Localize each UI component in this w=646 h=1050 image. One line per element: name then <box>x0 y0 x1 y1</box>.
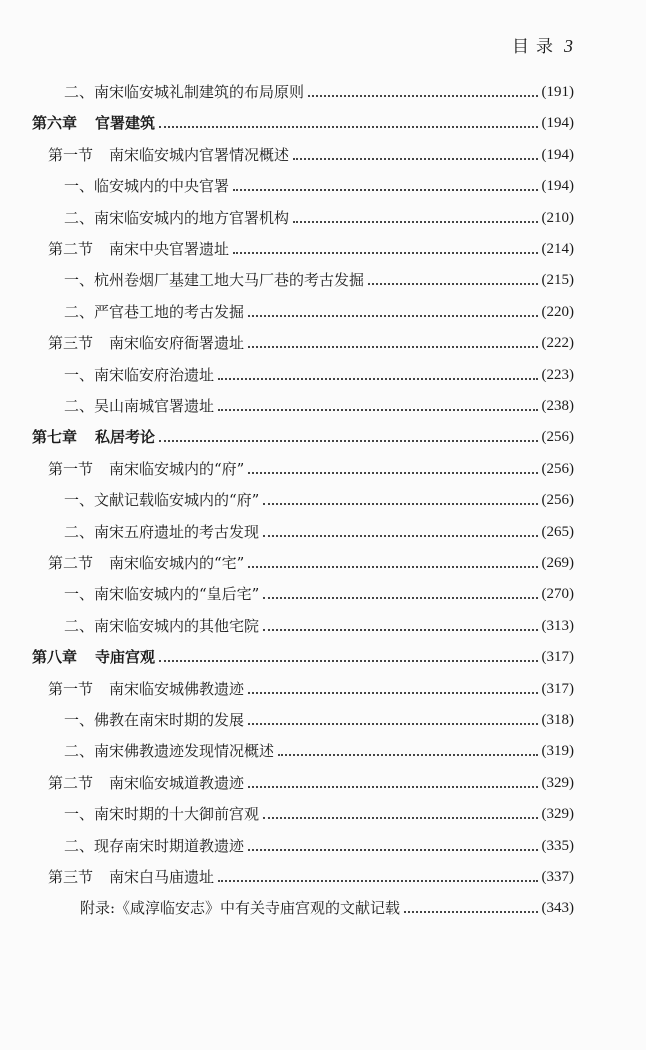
toc-entry-page: (337) <box>541 869 574 885</box>
toc-entry-title <box>64 176 229 196</box>
toc-entry-section <box>48 455 574 479</box>
toc-entry-text: 寺庙宫观 <box>95 648 156 666</box>
dot-leader <box>218 409 537 411</box>
dot-leader <box>233 189 537 191</box>
dot-leader <box>293 221 537 223</box>
toc-entry-number: 第一节 <box>48 460 94 478</box>
toc-entry-page: (318) <box>541 712 574 728</box>
toc-entry-page: (319) <box>541 743 574 759</box>
toc-entry-title <box>48 867 214 887</box>
toc-entry-number: 第二节 <box>48 554 94 572</box>
toc-entry-text: 一、南宋时期的十大御前宫观 <box>64 805 260 823</box>
dot-leader <box>218 378 537 380</box>
dot-leader <box>308 95 537 97</box>
toc-entry-text: 南宋临安城佛教遗迹 <box>109 680 245 698</box>
toc-entry-text: 一、佛教在南宋时期的发展 <box>64 711 245 729</box>
toc-entry-section <box>48 235 574 259</box>
toc-entry-page: (343) <box>541 900 574 916</box>
toc-entry-page: (194) <box>541 147 574 163</box>
toc-entry-title <box>48 773 244 793</box>
toc-entry-page: (329) <box>541 806 574 822</box>
toc-entry-title <box>64 365 214 385</box>
toc-entry-item <box>64 737 574 761</box>
toc-entry-page: (269) <box>541 555 574 571</box>
toc-entry-item <box>64 392 574 416</box>
toc-entry-title <box>64 804 259 824</box>
toc-entry-title <box>32 647 155 667</box>
dot-leader <box>368 283 537 285</box>
toc-entry-item <box>64 266 574 290</box>
toc-entry-page: (194) <box>541 178 574 194</box>
dot-leader <box>248 346 537 348</box>
header-label-mu: 目 <box>512 37 530 57</box>
toc-entry-section <box>48 549 574 573</box>
toc-entry-text: 附录:《咸淳临安志》中有关寺庙宫观的文献记载 <box>80 899 401 917</box>
dot-leader <box>218 880 537 882</box>
toc-entry-title <box>48 679 244 699</box>
dot-leader <box>248 566 537 568</box>
toc-entry-number: 第七章 <box>32 428 78 446</box>
toc-entry-title <box>48 145 289 165</box>
toc-entry-page: (215) <box>541 272 574 288</box>
dot-leader <box>233 252 537 254</box>
toc-entry-title <box>64 522 259 542</box>
dot-leader <box>278 754 537 756</box>
toc-entry-number: 第三节 <box>48 868 94 886</box>
toc-entry-title <box>32 113 155 133</box>
toc-entry-text: 二、南宋五府遗址的考古发现 <box>64 523 260 541</box>
toc-entry-chapter <box>32 643 574 667</box>
dot-leader <box>248 472 537 474</box>
toc-entry-item <box>64 78 574 102</box>
toc-entry-text: 二、南宋临安城内的地方官署机构 <box>64 209 290 227</box>
dot-leader <box>248 849 537 851</box>
toc-entry-title <box>48 553 244 573</box>
toc-entry-title <box>64 270 364 290</box>
toc-entry-chapter <box>32 423 574 447</box>
toc-entry-page: (317) <box>541 681 574 697</box>
toc-entry-page: (265) <box>541 524 574 540</box>
toc-entry-title <box>64 710 244 730</box>
toc-entry-title <box>64 836 244 856</box>
toc-entry-item <box>64 204 574 228</box>
dot-leader <box>248 786 537 788</box>
dot-leader <box>159 440 537 442</box>
toc-entry-title <box>48 333 244 353</box>
toc-entry-title <box>64 741 274 761</box>
toc-entry-item <box>64 361 574 385</box>
toc-entry-page: (317) <box>541 649 574 665</box>
toc-entry-title <box>64 82 304 102</box>
toc-entry-page: (210) <box>541 210 574 226</box>
dot-leader <box>293 158 537 160</box>
toc-entry-item <box>64 706 574 730</box>
toc-entry-text: 二、南宋临安城礼制建筑的布局原则 <box>64 83 305 101</box>
dot-leader <box>159 660 537 662</box>
toc-entry-text: 南宋临安城内的“宅” <box>109 554 245 572</box>
toc-entry-title <box>80 898 400 918</box>
dot-leader <box>248 692 537 694</box>
toc-entry-title <box>32 427 155 447</box>
toc-entry-page: (335) <box>541 838 574 854</box>
toc-entry-item <box>64 612 574 636</box>
dot-leader <box>248 315 537 317</box>
toc-entry-page: (238) <box>541 398 574 414</box>
toc-entry-number: 第三节 <box>48 334 94 352</box>
toc-entry-page: (329) <box>541 775 574 791</box>
toc-entry-number: 第六章 <box>32 114 78 132</box>
toc-entry-item <box>64 518 574 542</box>
toc-entry-text: 一、临安城内的中央官署 <box>64 177 230 195</box>
toc-entry-section <box>48 329 574 353</box>
dot-leader <box>404 911 537 913</box>
toc-entry-text: 南宋临安城内官署情况概述 <box>109 146 290 164</box>
dot-leader <box>159 126 537 128</box>
toc-entry-title <box>64 490 259 510</box>
toc-entry-text: 南宋临安城道教遗迹 <box>109 774 245 792</box>
toc-entry-number: 第一节 <box>48 680 94 698</box>
toc-entry-title <box>48 239 229 259</box>
toc-entry-number: 第二节 <box>48 240 94 258</box>
toc-entry-text: 南宋临安城内的“府” <box>109 460 245 478</box>
dot-leader <box>248 723 537 725</box>
toc-entry-text: 二、南宋临安城内的其他宅院 <box>64 617 260 635</box>
toc-entry-text: 一、杭州卷烟厂基建工地大马厂巷的考古发掘 <box>64 271 365 289</box>
toc-entry-title <box>48 459 244 479</box>
toc-entry-section <box>48 863 574 887</box>
toc-entry-text: 一、南宋临安城内的“皇后宅” <box>64 585 260 603</box>
toc-entry-page: (222) <box>541 335 574 351</box>
toc-entry-page: (256) <box>541 492 574 508</box>
dot-leader <box>263 503 537 505</box>
dot-leader <box>263 535 537 537</box>
toc-entry-appendix <box>80 894 574 918</box>
toc-entry-item <box>64 298 574 322</box>
header-label-lu: 录 <box>536 37 554 57</box>
dot-leader <box>263 597 537 599</box>
toc-entry-page: (270) <box>541 586 574 602</box>
toc-entry-item <box>64 172 574 196</box>
toc-entry-item <box>64 486 574 510</box>
toc-entry-text: 南宋临安府衙署遗址 <box>109 334 245 352</box>
toc-entry-text: 一、南宋临安府治遗址 <box>64 366 215 384</box>
toc-entry-page: (214) <box>541 241 574 257</box>
toc-entry-text: 二、吴山南城官署遗址 <box>64 397 215 415</box>
toc-entry-title <box>64 208 289 228</box>
toc-entry-item <box>64 832 574 856</box>
toc-entry-text: 南宋中央官署遗址 <box>109 240 230 258</box>
toc-entry-item <box>64 580 574 604</box>
toc-entry-section <box>48 141 574 165</box>
toc-entry-text: 私居考论 <box>95 428 156 446</box>
dot-leader <box>263 817 537 819</box>
toc-entry-page: (256) <box>541 461 574 477</box>
toc-entry-text: 二、南宋佛教遗迹发现情况概述 <box>64 742 275 760</box>
toc-entry-item <box>64 800 574 824</box>
toc-entry-number: 第二节 <box>48 774 94 792</box>
toc-entry-title <box>64 396 214 416</box>
toc-entry-title <box>64 584 259 604</box>
toc-entry-page: (220) <box>541 304 574 320</box>
toc-entry-title <box>64 302 244 322</box>
toc-entry-page: (191) <box>541 84 574 100</box>
toc-entry-page: (313) <box>541 618 574 634</box>
running-header <box>512 32 574 57</box>
toc-entry-page: (223) <box>541 367 574 383</box>
toc-entry-chapter <box>32 109 574 133</box>
toc-entry-page: (194) <box>541 115 574 131</box>
toc-entry-section <box>48 769 574 793</box>
toc-entry-section <box>48 675 574 699</box>
toc-entry-text: 二、现存南宋时期道教遗迹 <box>64 837 245 855</box>
dot-leader <box>263 629 537 631</box>
toc-entry-title <box>64 616 259 636</box>
toc-entry-text: 南宋白马庙遗址 <box>109 868 215 886</box>
toc-entry-text: 一、文献记载临安城内的“府” <box>64 491 260 509</box>
toc-entry-number: 第一节 <box>48 146 94 164</box>
toc-entry-text: 二、严官巷工地的考古发掘 <box>64 303 245 321</box>
toc-entry-number: 第八章 <box>32 648 78 666</box>
toc-entry-page: (256) <box>541 429 574 445</box>
toc-entry-text: 官署建筑 <box>95 114 156 132</box>
header-page-number: 3 <box>564 36 574 56</box>
